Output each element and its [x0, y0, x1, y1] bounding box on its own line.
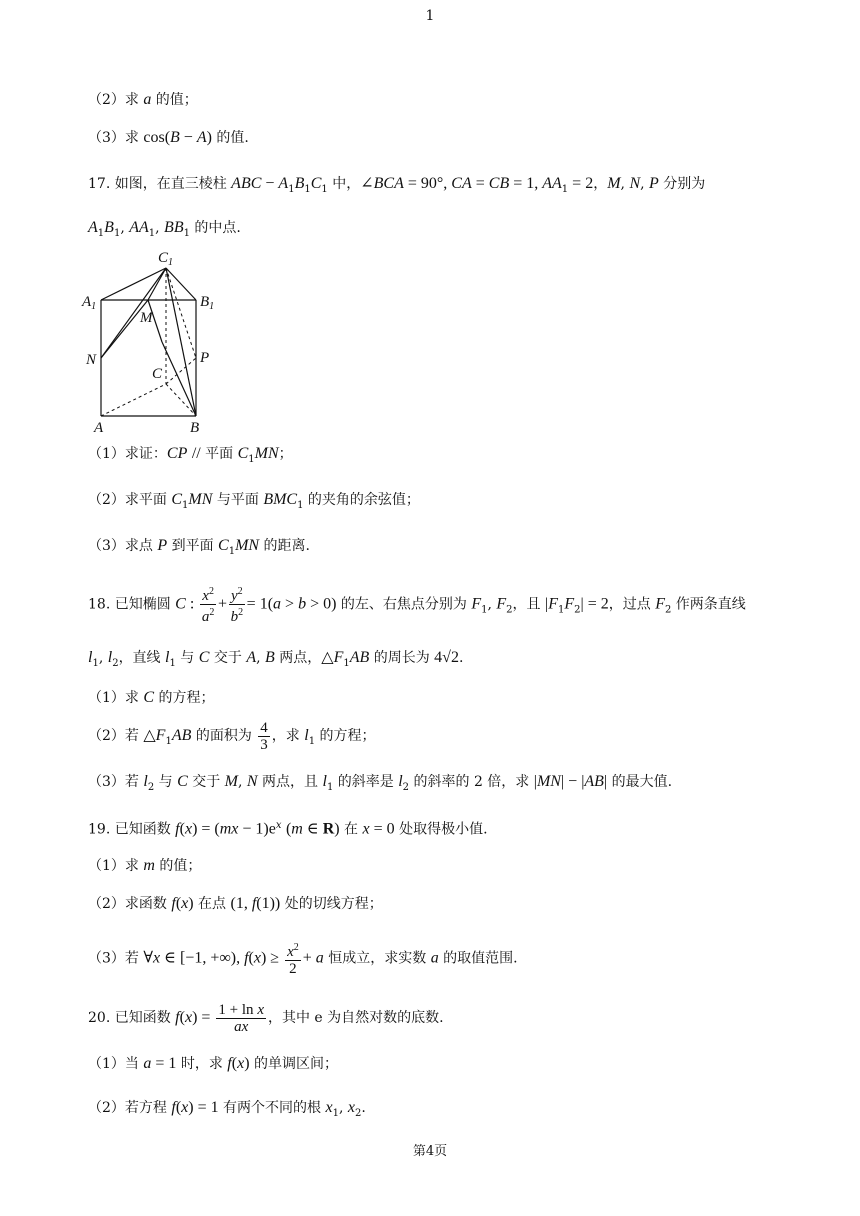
q17-part2: （2）求平面 $C_1MN$ 与平面 $BMC_1$ 的夹角的余弦值；: [88, 491, 420, 511]
q17-stem-line1: 17. 如图，在直三棱柱 ABC − $A_1B_1C_1$ 中，∠BCA = 90°, CA = CB = 1, $AA_1 = 2$，M, N, P 分别为: [88, 175, 706, 195]
q19-part3: （3）若 ∀x ∈ [−1, +∞), f(x) ≥ $\frac{x^2}{2}$ + a 恒成立，求实数 a 的取值范围.: [88, 942, 518, 977]
label-C: C: [152, 366, 163, 382]
q16-part3: （3）求 cos(B − A) 的值.: [88, 129, 249, 146]
q17-stem-line2: $A_1B_1$, $AA_1$, $BB_1$ 的中点.: [88, 219, 241, 239]
q18-part3: （3）若 $l_2$ 与 C 交于 M, N 两点，且 $l_1$ 的斜率是 $l_2$ 的斜率的 2 倍，求 |MN| − |AB| 的最大值.: [88, 773, 673, 793]
label-A1: $A_1$: [82, 294, 97, 312]
q18-stem-line2: $l_1$, $l_2$，直线 $l_1$ 与 C 交于 A, B 两点，$\triangle F_1AB$ 的周长为 4√2.: [88, 649, 464, 669]
label-P: P: [200, 350, 210, 366]
q20-part1: （1）当 a = 1 时，求 f(x) 的单调区间；: [88, 1055, 338, 1072]
q17-part3: （3）求点 P 到平面 $C_1MN$ 的距离.: [88, 537, 310, 557]
label-N: N: [86, 352, 97, 368]
q19-part2: （2）求函数 f(x) 在点 (1, f(1)) 处的切线方程；: [88, 895, 383, 912]
label-A: A: [94, 420, 104, 436]
page-footer: 第4页: [412, 1144, 448, 1159]
q20-part2: （2）若方程 f(x) = 1 有两个不同的根 $x_1$, $x_2$.: [88, 1099, 366, 1119]
q18-part2: （2）若 $\triangle F_1AB$ 的面积为 $\frac{4}{3}$ ，求 $l_1$ 的方程；: [88, 719, 376, 753]
q20-stem: 20. 已知函数 f(x) = $\frac{\text{1 + ln x}}{ax}$ ，其中 e 为自然对数的底数.: [88, 1001, 444, 1035]
label-C1: $C_1$: [158, 250, 174, 268]
q19-part1: （1）求 m 的值；: [88, 857, 202, 874]
q16-part2: （2）求 a 的值；: [88, 91, 198, 108]
page-number-top: 1: [425, 8, 435, 24]
label-B1: $B_1$: [200, 294, 215, 312]
label-B: B: [190, 420, 200, 436]
label-M: M: [140, 310, 153, 326]
prism-figure: [78, 246, 228, 436]
q19-stem: 19. 已知函数 $f(x) = (mx - 1)e^x$ (m ∈ R) 在 x = 0 处取得极小值.: [88, 820, 488, 838]
q18-part1: （1）求 C 的方程；: [88, 689, 215, 706]
q18-stem-line1: 18. 已知椭圆 C : $\frac{x^2}{a^2}$ + $\frac{y^2}{b^2}$ = 1(a > b > 0) 的左、右焦点分别为 $F_1$, $F_2$，且 $|F_1F_2| = 2$，过点 $F_2$ 作两条直线: [88, 586, 746, 625]
q17-part1: （1）求证：CP // 平面 $C_1MN$；: [88, 445, 293, 465]
